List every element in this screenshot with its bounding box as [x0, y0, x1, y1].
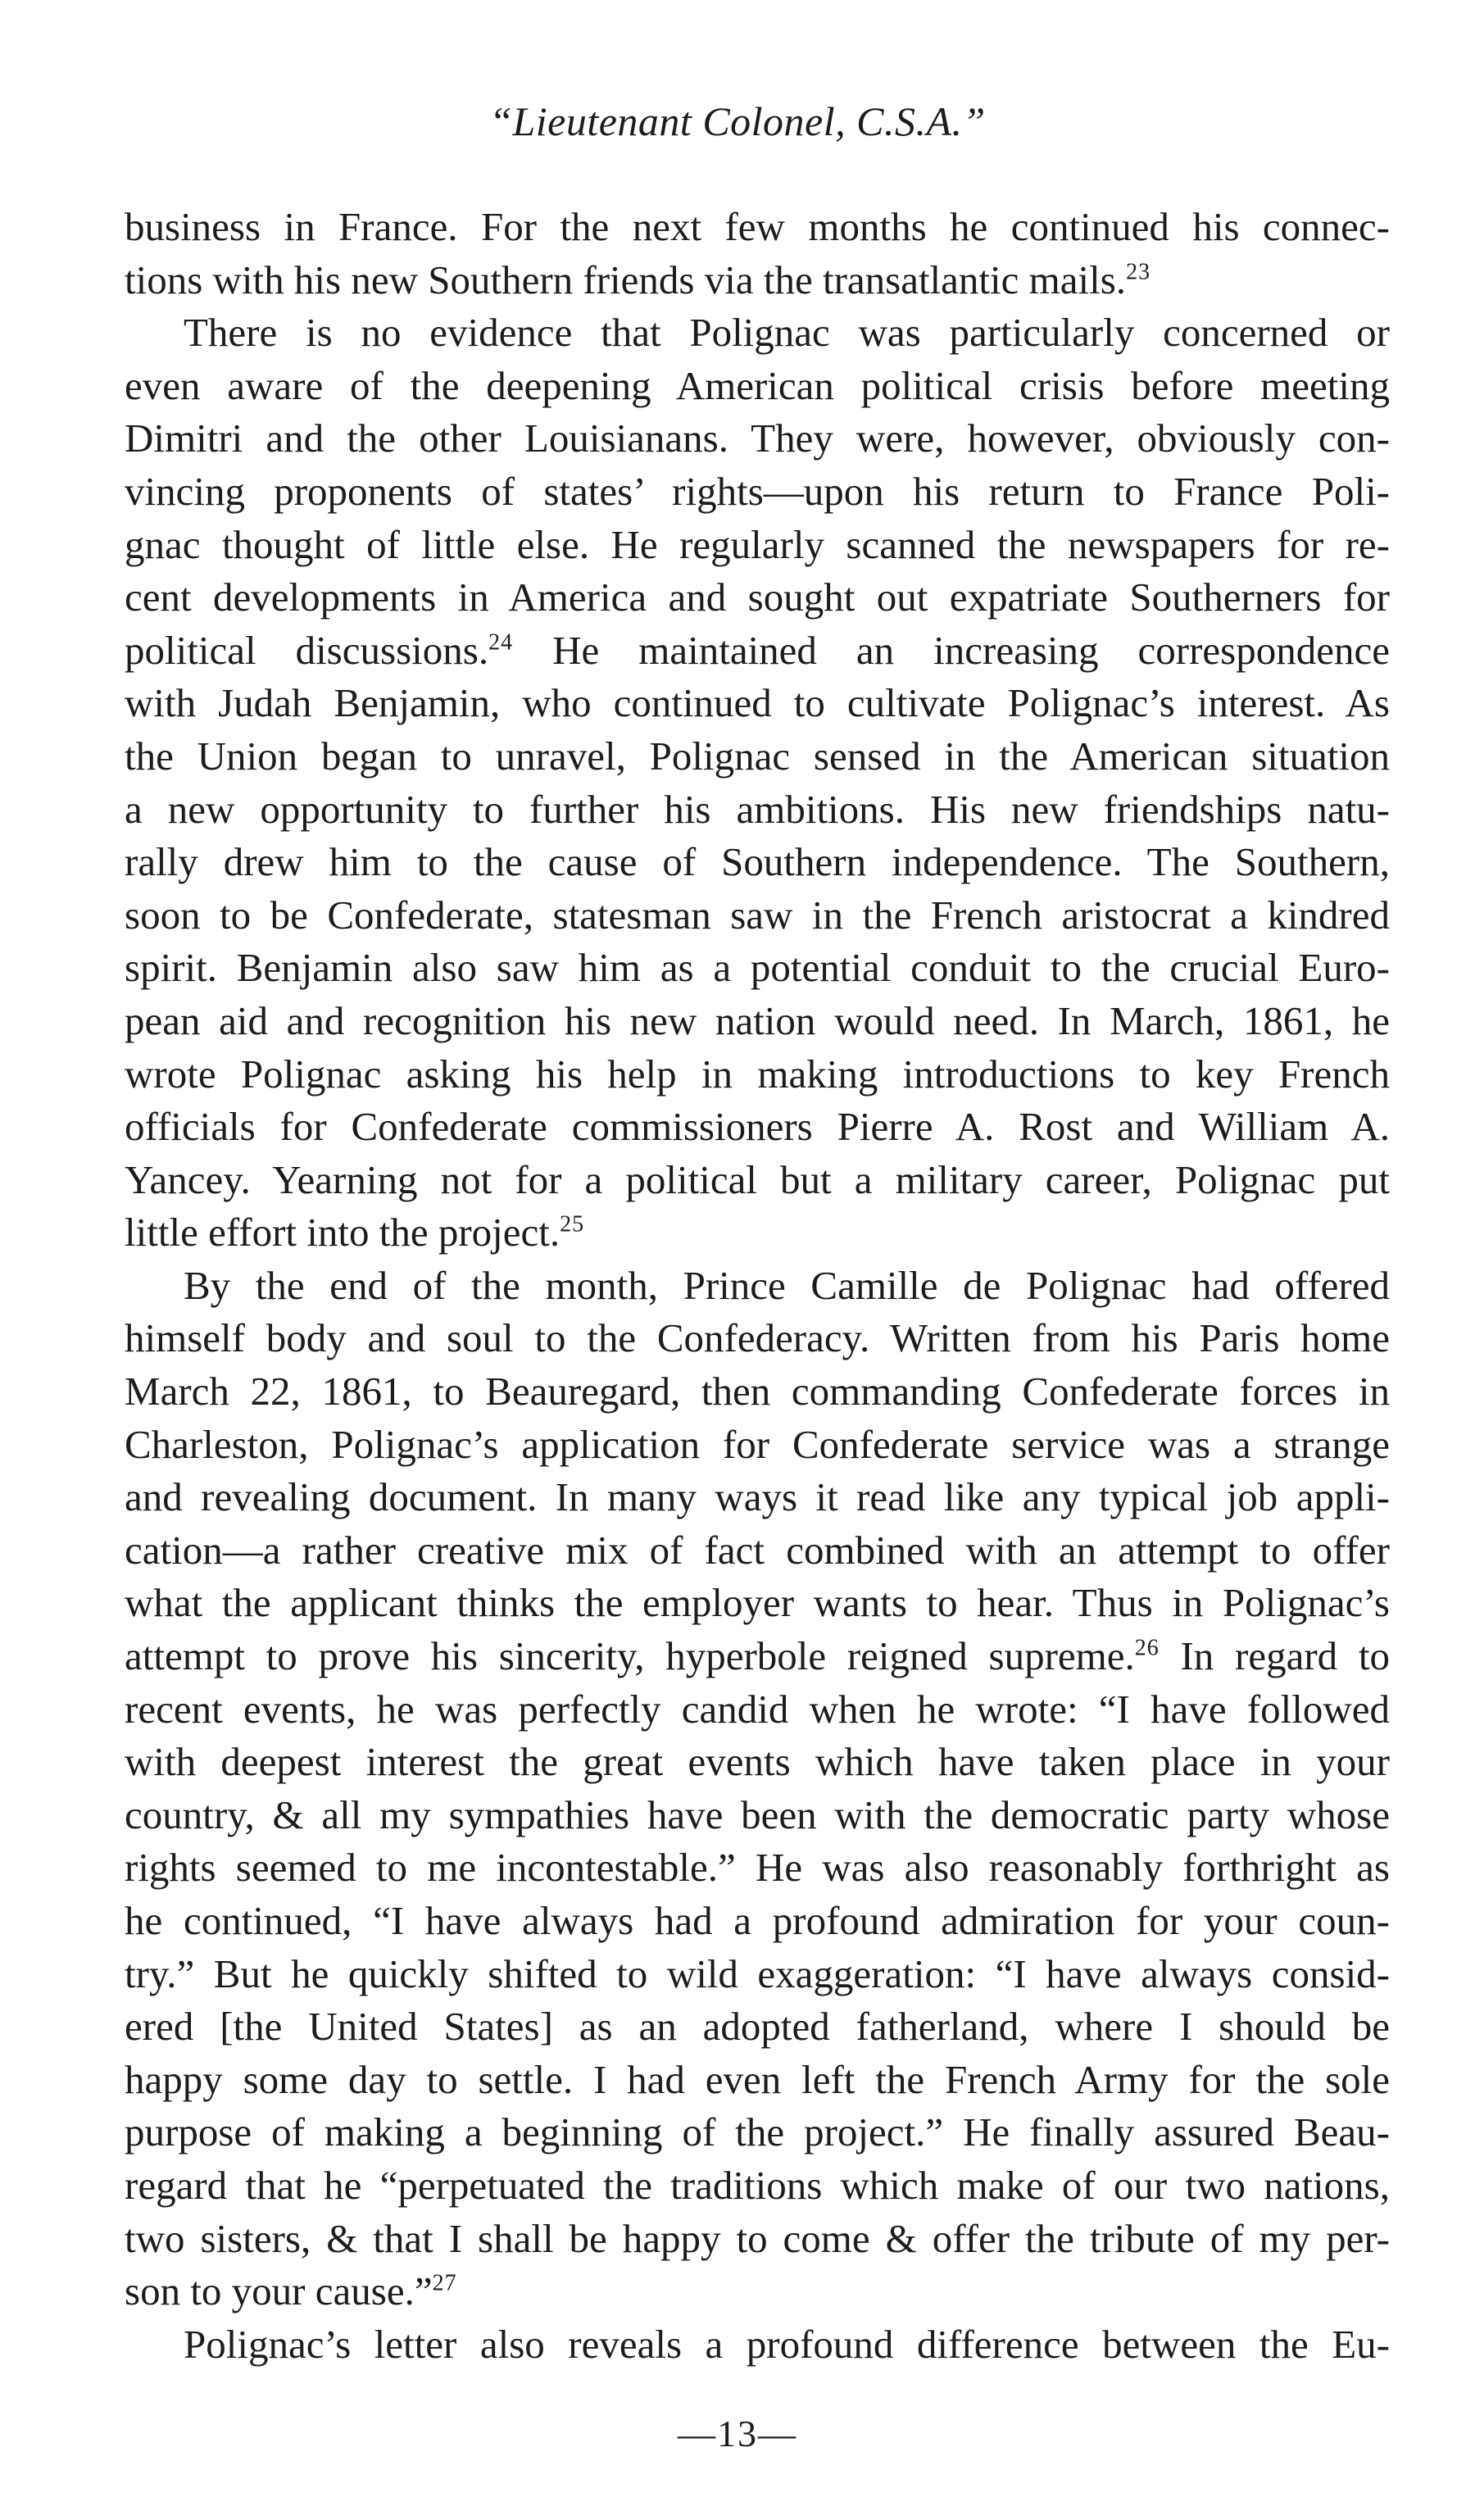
text-line [125, 1789, 1390, 1842]
line-text: cent developments in America and sought out expatriate Southerners for [125, 574, 1390, 620]
text-line [125, 889, 1390, 942]
text-line [125, 1895, 1390, 1948]
line-text: Charleston, Polignac’s application for Confederate service was a strange [125, 1421, 1390, 1467]
line-text: and revealing document. In many ways it read like any typical job appli- [125, 1474, 1390, 1520]
line-text: officials for Confederate commissioners Pierre A. Rost and William A. [125, 1104, 1390, 1150]
text-line [125, 730, 1390, 783]
line-text: rights seemed to me incontestable.” He was also reasonably forthright as [125, 1845, 1390, 1891]
text-line [125, 2318, 1390, 2372]
text-line [125, 942, 1390, 995]
line-text: with Judah Benjamin, who continued to cultivate Polignac’s interest. As [125, 680, 1390, 726]
paragraph [125, 306, 1390, 1260]
line-text: with deepest interest the great events which have taken place in your [125, 1739, 1390, 1785]
paragraph [125, 1260, 1390, 2318]
paragraph [125, 2318, 1390, 2372]
line-text: country, & all my sympathies have been with the democratic party whose [125, 1791, 1390, 1837]
line-text: business in France. For the next few months he continued his connec- [125, 204, 1390, 249]
line-text: political discussions. [125, 627, 489, 673]
line-text: himself body and soul to the Confederacy. Written from his Paris home [125, 1315, 1390, 1361]
line-text: son to your cause.” [125, 2268, 433, 2314]
footnote-ref: 26 [1134, 1635, 1160, 1661]
footnote-ref: 23 [1126, 259, 1151, 285]
line-text: pean aid and recognition his new nation would need. In March, 1861, he [125, 997, 1390, 1043]
line-text: Dimitri and the other Louisianans. They were, however, obviously con- [125, 415, 1390, 461]
paragraph [125, 201, 1390, 306]
text-line [125, 465, 1390, 519]
text-line [125, 1948, 1390, 2001]
text-line [125, 1154, 1390, 1207]
line-text: try.” But he quickly shifted to wild exaggeration: “I have always consid- [125, 1950, 1390, 1996]
line-text: There is no evidence that Polignac was particularly concerned or [184, 310, 1390, 356]
line-text: the Union began to unravel, Polignac sensed in the American situation [125, 733, 1390, 779]
text-line [125, 1206, 1390, 1260]
text-line [125, 1683, 1390, 1737]
text-line [125, 677, 1390, 730]
text-line [125, 306, 1390, 360]
body-text [125, 201, 1390, 2371]
line-text: wrote Polignac asking his help in making introductions to key French [125, 1051, 1390, 1097]
text-line [125, 519, 1390, 572]
text-line [125, 201, 1390, 254]
text-line [125, 1365, 1390, 1419]
text-line [125, 2213, 1390, 2266]
footnote-ref: 27 [432, 2270, 457, 2296]
line-text: he continued, “I have always had a profound admiration for your coun- [125, 1898, 1390, 1943]
text-line [125, 1841, 1390, 1895]
line-text: rally drew him to the cause of Southern independence. The Southern, [125, 839, 1390, 885]
line-text: vincing proponents of states’ rights—upon his return to France Poli- [125, 468, 1390, 514]
text-line [125, 1260, 1390, 1313]
text-line [125, 1736, 1390, 1789]
line-text-continued: He maintained an increasing correspondence [513, 627, 1390, 673]
line-text: By the end of the month, Prince Camille de Polignac had offered [184, 1262, 1390, 1308]
line-text: cation—a rather creative mix of fact combined with an attempt to offer [125, 1527, 1390, 1573]
text-line [125, 2106, 1390, 2159]
line-text: soon to be Confederate, statesman saw in the French aristocrat a kindred [125, 892, 1390, 938]
running-head: “Lieutenant Colonel, C.S.A.” [489, 98, 986, 144]
line-text: a new opportunity to further his ambitions. His new friendships natu- [125, 786, 1390, 832]
text-line [125, 254, 1390, 307]
line-text: gnac thought of little else. He regularly scanned the newspapers for re- [125, 521, 1390, 567]
text-line [125, 995, 1390, 1048]
line-text: Yancey. Yearning not for a political but a military career, Polignac put [125, 1156, 1390, 1202]
line-text: tions with his new Southern friends via the transatlantic mails. [125, 257, 1127, 302]
text-line [125, 1419, 1390, 1472]
text-line [125, 1524, 1390, 1578]
text-line [125, 412, 1390, 465]
line-text: ered [the United States] as an adopted fatherland, where I should be [125, 2004, 1390, 2050]
line-text: little effort into the project. [125, 1210, 560, 1255]
text-line [125, 2265, 1390, 2318]
text-line [125, 1048, 1390, 1101]
line-text: two sisters, & that I shall be happy to come & offer the tribute of my per- [125, 2215, 1390, 2261]
text-line [125, 1471, 1390, 1524]
text-line [125, 1312, 1390, 1365]
line-text: what the applicant thinks the employer wants to hear. Thus in Polignac’s [125, 1580, 1390, 1626]
line-text: recent events, he was perfectly candid when he wrote: “I have followed [125, 1686, 1390, 1732]
footnote-ref: 24 [488, 629, 514, 656]
text-line [125, 1101, 1390, 1154]
text-line [125, 783, 1390, 837]
text-line [125, 1630, 1390, 1683]
text-line [125, 836, 1390, 889]
text-line [125, 2000, 1390, 2054]
line-text: March 22, 1861, to Beauregard, then commanding Confederate forces in [125, 1369, 1390, 1414]
line-text: even aware of the deepening American political crisis before meeting [125, 362, 1390, 408]
line-text: spirit. Benjamin also saw him as a potential conduit to the crucial Euro- [125, 945, 1390, 991]
text-line [125, 2159, 1390, 2213]
text-line [125, 571, 1390, 624]
line-text: attempt to prove his sincerity, hyperbole reigned supreme. [125, 1633, 1135, 1679]
text-line [125, 1577, 1390, 1630]
footnote-ref: 25 [560, 1211, 585, 1237]
line-text: Polignac’s letter also reveals a profound difference between the Eu- [184, 2321, 1390, 2367]
line-text: purpose of making a beginning of the project.” He finally assured Beau- [125, 2109, 1390, 2155]
text-line [125, 360, 1390, 413]
line-text: regard that he “perpetuated the traditions which make of our two nations, [125, 2162, 1390, 2208]
line-text-continued: In regard to [1159, 1633, 1390, 1679]
text-line [125, 624, 1390, 678]
page-number: —13— [678, 2413, 797, 2454]
line-text: happy some day to settle. I had even left the French Army for the sole [125, 2056, 1390, 2102]
text-line [125, 2054, 1390, 2107]
